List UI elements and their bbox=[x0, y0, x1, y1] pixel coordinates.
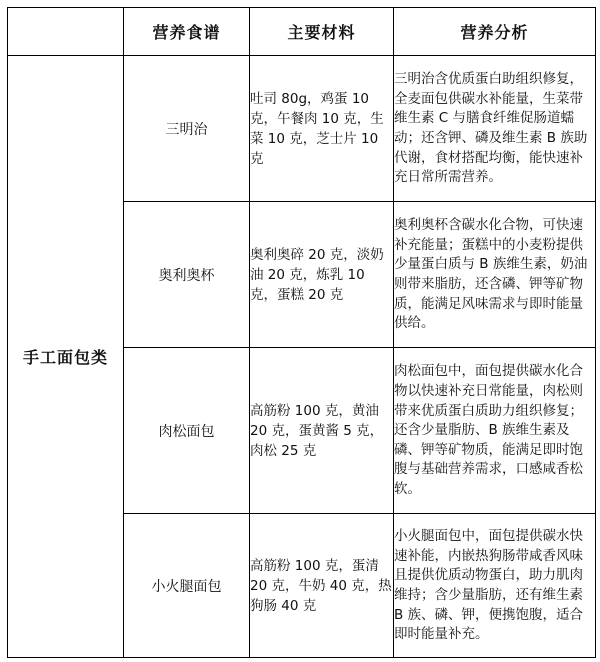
materials-cell: 高筋粉 100 克，蛋清 20 克，牛奶 40 克，热狗肠 40 克 bbox=[250, 514, 394, 658]
materials-cell: 奥利奥碎 20 克，淡奶油 20 克，炼乳 10 克，蛋糕 20 克 bbox=[250, 202, 394, 348]
table-row bbox=[8, 56, 596, 202]
analysis-cell bbox=[394, 348, 596, 514]
header-empty-cell bbox=[8, 8, 124, 56]
analysis-text: 肉松面包中，面包提供碳水化合物以快速补充日常能量，肉松则带来优质蛋白质助力组织修复；还含少量脂肪、B 族维生素及磷、钾等矿物质，能满足即时饱腹与基础营养需求，口感咸香松软。 bbox=[394, 363, 583, 497]
recipe-name: 奥利奥杯 bbox=[124, 202, 250, 348]
nutrition-table bbox=[7, 7, 596, 658]
header-recipe: 营养食谱 bbox=[124, 8, 250, 56]
materials-cell: 高筋粉 100 克，黄油 20 克，蛋黄酱 5 克，肉松 25 克 bbox=[250, 348, 394, 514]
materials-cell: 吐司 80g，鸡蛋 10 克，午餐肉 10 克，生菜 10 克，芝士片 10 克 bbox=[250, 56, 394, 202]
analysis-cell bbox=[394, 202, 596, 348]
analysis-cell bbox=[394, 514, 596, 658]
header-analysis: 营养分析 bbox=[394, 8, 596, 56]
header-row bbox=[8, 8, 596, 56]
analysis-text: 小火腿面包中，面包提供碳水快速补能，内嵌热狗肠带咸香风味且提供优质动物蛋白，助力肌肉维持；含少量脂肪，还有维生素 B 族、磷、钾，便携饱腹，适合即时能量补充。 bbox=[394, 528, 584, 643]
analysis-text: 三明治含优质蛋白助组织修复，全麦面包供碳水补能量，生菜带维生素 C 与膳食纤维促肠道蠕动；还含钾、磷及维生素 B 族助代谢，食材搭配均衡，能快速补充日常所需营养。 bbox=[394, 71, 588, 186]
analysis-cell bbox=[394, 56, 596, 202]
recipe-name: 小火腿面包 bbox=[124, 514, 250, 658]
recipe-name: 肉松面包 bbox=[124, 348, 250, 514]
recipe-name: 三明治 bbox=[124, 56, 250, 202]
category-cell: 手工面包类 bbox=[8, 56, 124, 658]
header-materials: 主要材料 bbox=[250, 8, 394, 56]
analysis-text: 奥利奥杯含碳水化合物，可快速补充能量；蛋糕中的小麦粉提供少量蛋白质与 B 族维生素，奶油则带来脂肪，还含磷、钾等矿物质，能满足风味需求与即时能量供给。 bbox=[394, 217, 588, 332]
